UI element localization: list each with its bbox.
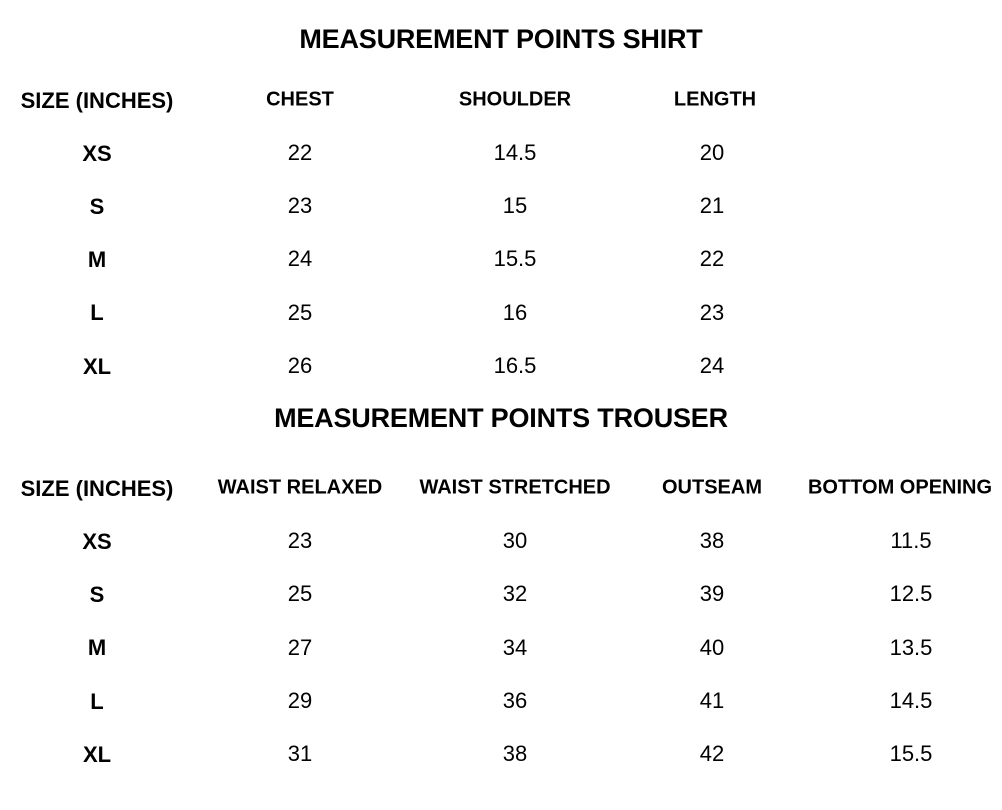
trouser-outseam-xl: 42 bbox=[699, 741, 725, 766]
shirt-shoulder-xl: 16.5 bbox=[493, 353, 537, 378]
shirt-header-shoulder: SHOULDER bbox=[458, 88, 572, 111]
trouser-header-size: SIZE (INCHES) bbox=[20, 476, 174, 501]
shirt-length-m: 22 bbox=[699, 246, 725, 271]
trouser-header-bottom-opening: BOTTOM OPENING bbox=[807, 476, 993, 499]
shirt-chest-m: 24 bbox=[287, 246, 313, 271]
trouser-bottom-opening-s: 12.5 bbox=[889, 581, 933, 606]
shirt-size-m: M bbox=[87, 247, 107, 272]
trouser-outseam-s: 39 bbox=[699, 581, 725, 606]
trouser-header-outseam: OUTSEAM bbox=[662, 476, 762, 499]
trouser-size-l: L bbox=[90, 689, 104, 714]
trouser-bottom-opening-l: 14.5 bbox=[889, 688, 933, 713]
trouser-waist-relaxed-s: 25 bbox=[287, 581, 313, 606]
trouser-header-waist-stretched: WAIST STRETCHED bbox=[419, 476, 611, 499]
shirt-shoulder-s: 15 bbox=[502, 193, 528, 218]
shirt-chest-l: 25 bbox=[287, 300, 313, 325]
trouser-outseam-m: 40 bbox=[699, 635, 725, 660]
shirt-length-l: 23 bbox=[699, 300, 725, 325]
trouser-waist-stretched-s: 32 bbox=[502, 581, 528, 606]
trouser-bottom-opening-m: 13.5 bbox=[889, 635, 933, 660]
trouser-waist-relaxed-m: 27 bbox=[287, 635, 313, 660]
trouser-waist-stretched-m: 34 bbox=[502, 635, 528, 660]
shirt-shoulder-xs: 14.5 bbox=[493, 140, 537, 165]
shirt-size-l: L bbox=[90, 300, 104, 325]
trouser-waist-stretched-xl: 38 bbox=[502, 741, 528, 766]
trouser-waist-stretched-xs: 30 bbox=[502, 528, 528, 553]
shirt-shoulder-l: 16 bbox=[502, 300, 528, 325]
shirt-header-size: SIZE (INCHES) bbox=[20, 88, 174, 113]
trouser-size-s: S bbox=[89, 582, 105, 607]
shirt-header-chest: CHEST bbox=[266, 88, 334, 111]
shirt-length-xl: 24 bbox=[699, 353, 725, 378]
trouser-waist-relaxed-xl: 31 bbox=[287, 741, 313, 766]
shirt-chest-xl: 26 bbox=[287, 353, 313, 378]
trouser-waist-relaxed-xs: 23 bbox=[287, 528, 313, 553]
trouser-size-xl: XL bbox=[82, 742, 112, 767]
shirt-chest-s: 23 bbox=[287, 193, 313, 218]
trouser-table-title: MEASUREMENT POINTS TROUSER bbox=[274, 403, 728, 433]
trouser-size-xs: XS bbox=[82, 529, 112, 554]
trouser-outseam-xs: 38 bbox=[699, 528, 725, 553]
shirt-chest-xs: 22 bbox=[287, 140, 313, 165]
shirt-size-s: S bbox=[89, 194, 105, 219]
shirt-shoulder-m: 15.5 bbox=[493, 246, 537, 271]
shirt-table-title: MEASUREMENT POINTS SHIRT bbox=[299, 24, 703, 54]
shirt-length-s: 21 bbox=[699, 193, 725, 218]
shirt-size-xs: XS bbox=[82, 141, 112, 166]
trouser-size-m: M bbox=[87, 635, 107, 660]
trouser-bottom-opening-xs: 11.5 bbox=[890, 528, 932, 553]
shirt-size-xl: XL bbox=[82, 354, 112, 379]
trouser-waist-relaxed-l: 29 bbox=[287, 688, 313, 713]
shirt-length-xs: 20 bbox=[699, 140, 725, 165]
trouser-waist-stretched-l: 36 bbox=[502, 688, 528, 713]
trouser-outseam-l: 41 bbox=[699, 688, 725, 713]
trouser-header-waist-relaxed: WAIST RELAXED bbox=[217, 476, 383, 499]
shirt-header-length: LENGTH bbox=[673, 88, 757, 111]
trouser-bottom-opening-xl: 15.5 bbox=[889, 741, 933, 766]
